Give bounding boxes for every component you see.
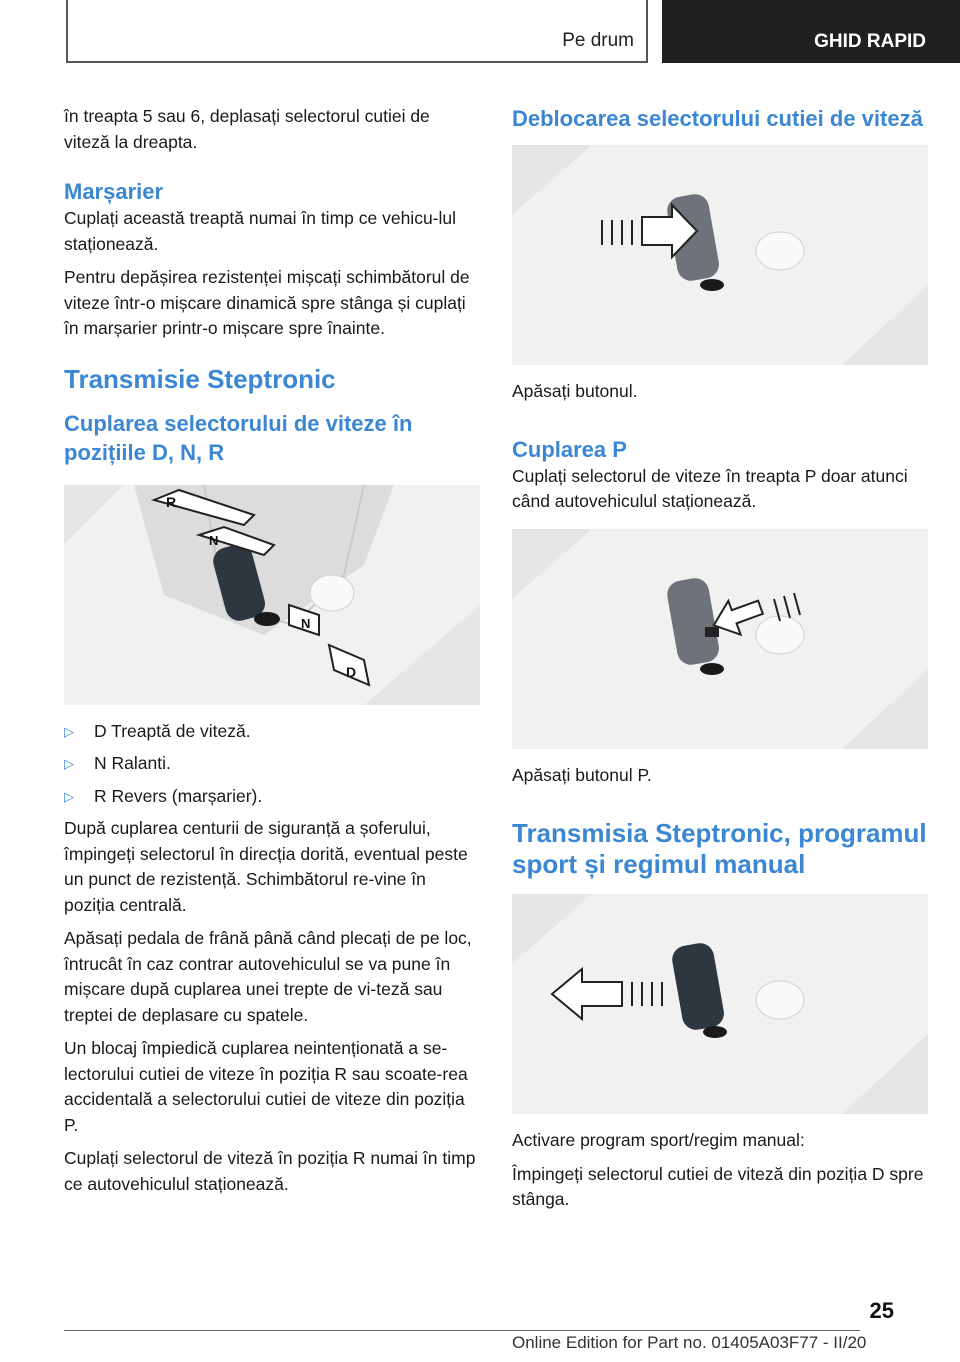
figure-park-button <box>512 529 928 749</box>
steptronic-subheading: Cuplarea selectorului de viteze în pozițiile D, N, R <box>64 410 413 465</box>
steptronic-heading: Transmisie Steptronic <box>64 363 336 394</box>
fig-label-n-1: N <box>209 532 219 548</box>
fig-label-d: D <box>346 663 357 680</box>
left-column <box>64 104 480 1205</box>
triangle-bullet-icon: ▷ <box>64 756 74 771</box>
bullet-text: N Ralanti. <box>94 753 171 773</box>
figure-gear-positions <box>64 485 480 705</box>
steptronic-paragraph-4: Cuplați selectorul de viteză în poziția R numai în timp ce autovehiculul staționează. <box>64 1148 476 1194</box>
sport-paragraph-1: Activare program sport/regim manual: <box>512 1130 805 1150</box>
header-frame <box>66 0 648 63</box>
list-item <box>64 719 480 745</box>
gear-position-list <box>64 719 480 810</box>
fig-label-n-2: N <box>301 615 311 631</box>
list-item <box>64 784 480 810</box>
figure-sport-mode <box>512 894 928 1114</box>
steptronic-paragraph-1: După cuplarea centurii de siguranță a șoferului, împingeți selectorul în direcția dorită, eventual peste un punct de rezistență. Schimbătorul re-vine în poziția centrală. <box>64 818 468 915</box>
triangle-bullet-icon: ▷ <box>64 723 74 739</box>
park-paragraph: Cuplați selectorul de viteze în treapta P doar atunci când autovehiculul staționează. <box>512 465 908 511</box>
header-tab-label: GHID RAPID <box>814 30 926 52</box>
page-number: 25 <box>869 1298 894 1323</box>
footer-divider <box>64 1330 860 1331</box>
footer-edition: Online Edition for Part no. 01405A03F77 - II/20 <box>512 1333 867 1352</box>
triangle-bullet-icon: ▷ <box>64 788 74 804</box>
bullet-text: D Treaptă de viteză. <box>94 720 251 741</box>
bullet-text: R Revers (marșarier). <box>94 785 263 806</box>
sport-paragraph-2: Împingeți selectorul cutiei de viteză din poziția D spre stânga. <box>512 1163 924 1209</box>
sport-heading: Transmisia Steptronic, programul sport și regimul manual <box>512 818 927 879</box>
reverse-paragraph-1: Cuplați această treaptă numai în timp ce vehicu-lul staționează. <box>64 208 457 254</box>
intro-paragraph: în treapta 5 sau 6, deplasați selectorul cutiei de viteză la dreapta. <box>64 106 430 152</box>
unlock-heading: Deblocarea selectorului cutiei de viteză <box>512 106 923 131</box>
steptronic-paragraph-2: Apăsați pedala de frână până când plecați de pe loc, întrucât în caz contrar autovehiculul se va pune în mișcare după cuplarea unei trepte de vi-teză sau treptei de deplasare cu spatele. <box>64 928 472 1025</box>
reverse-paragraph-2: Pentru depășirea rezistenței mișcați schimbătorul de viteze într-o mișcare dinamică spre stânga și cuplați în marșarier printr-o mișcare spre înainte. <box>64 267 470 338</box>
fig-label-r: R <box>166 493 177 510</box>
steptronic-paragraph-3: Un blocaj împiedică cuplarea neintenționată a se-lectorului cutiei de viteze în poziția R sau scoate-rea accidentală a selectorului cutiei de viteze din poziția P. <box>64 1038 468 1135</box>
park-heading: Cuplarea P <box>512 436 627 462</box>
park-caption: Apăsați butonul P. <box>512 764 652 785</box>
figure-unlock-button <box>512 145 928 365</box>
reverse-heading: Marșarier <box>64 179 164 204</box>
list-item <box>64 751 480 777</box>
unlock-caption: Apăsați butonul. <box>512 381 638 401</box>
header-section-title: Pe drum <box>562 30 634 51</box>
header-tab[interactable] <box>662 0 960 63</box>
right-column <box>512 104 928 1221</box>
